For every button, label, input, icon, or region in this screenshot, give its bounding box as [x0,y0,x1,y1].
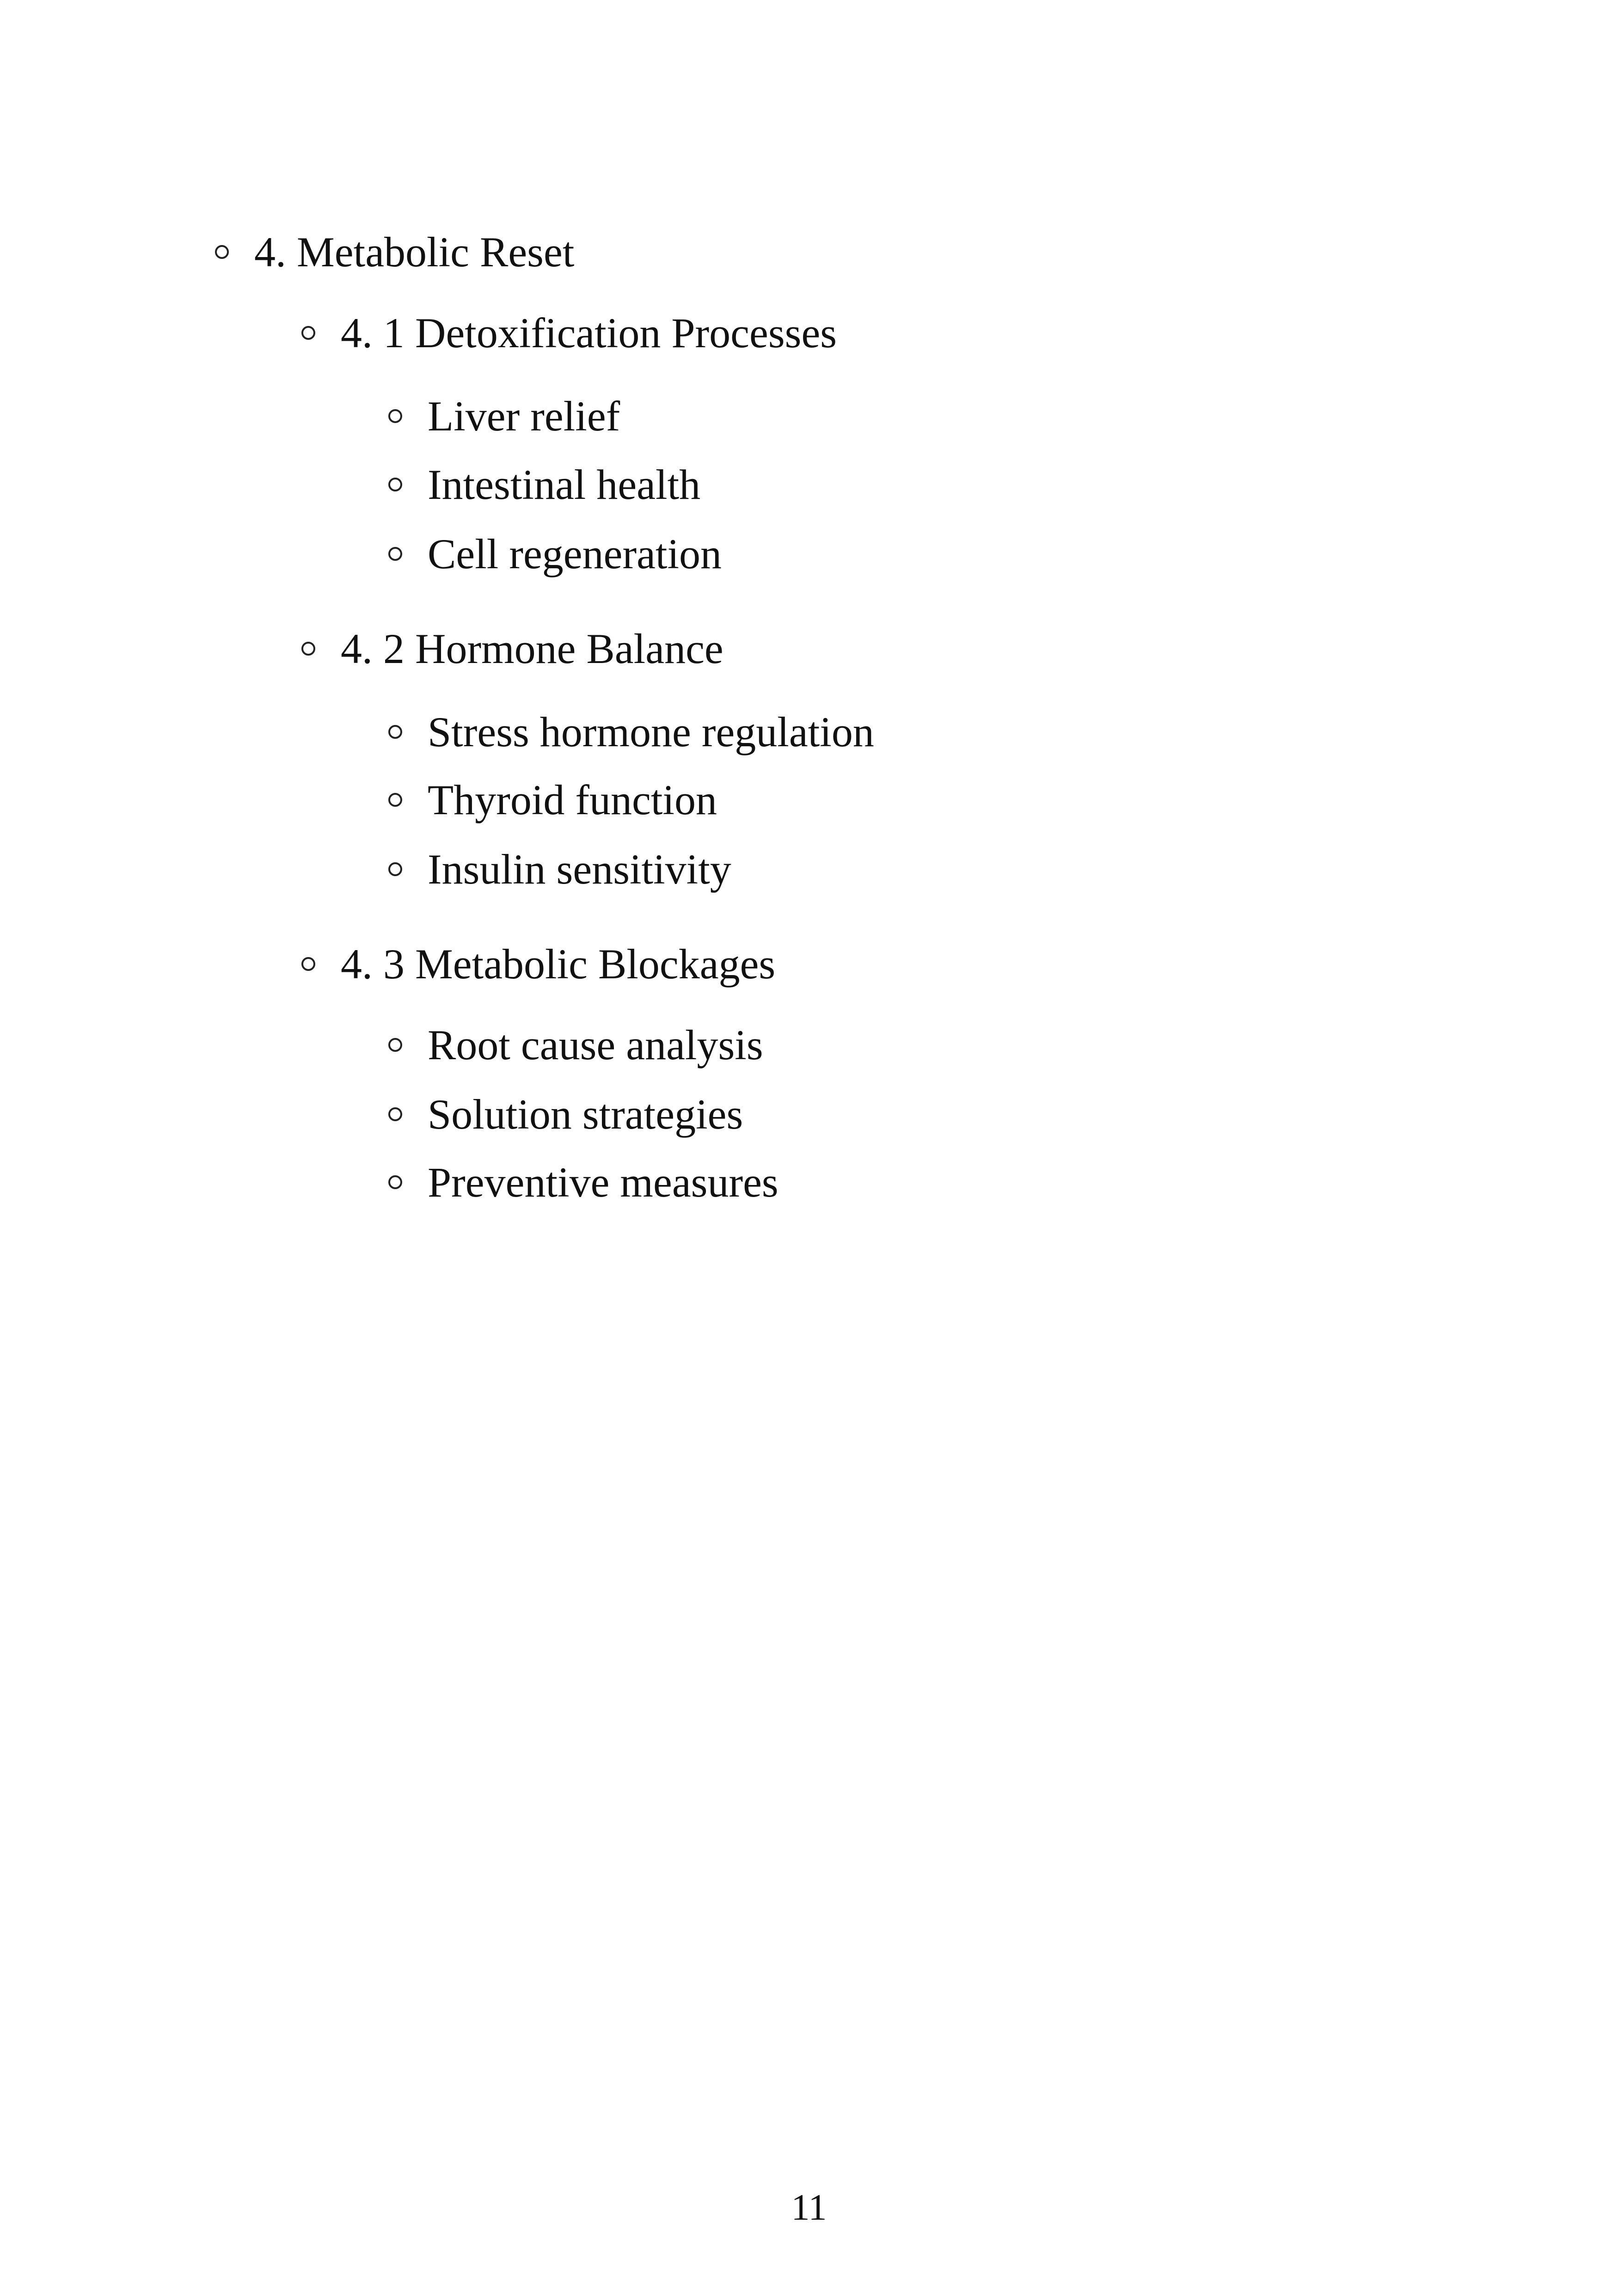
outline-item-subsection [301,303,837,363]
hollow-circle-bullet-icon [388,409,402,423]
section-title: 4. Metabolic Reset [254,228,575,276]
outline-item-point [388,839,731,899]
outline-item-subsection [301,619,723,679]
point-text: Root cause analysis [428,1021,763,1068]
hollow-circle-bullet-icon [301,642,315,656]
hollow-circle-bullet-icon [388,793,402,807]
subsection-title: 4. 1 Detoxification Processes [341,309,837,356]
outline-item-point [388,524,722,584]
hollow-circle-bullet-icon [388,1038,402,1052]
hollow-circle-bullet-icon [388,725,402,739]
outline-item-subsection [301,934,775,994]
point-text: Thyroid function [428,776,717,823]
subsection-title: 4. 2 Hormone Balance [341,625,723,672]
outline-item-point [388,454,700,515]
page-number: 11 [791,2187,827,2228]
hollow-circle-bullet-icon [388,547,402,561]
point-text: Intestinal health [428,461,701,508]
subsection-title: 4. 3 Metabolic Blockages [341,940,776,988]
hollow-circle-bullet-icon [388,1175,402,1189]
point-text: Stress hormone regulation [428,708,874,755]
point-text: Preventive measures [428,1159,778,1206]
hollow-circle-bullet-icon [301,326,315,340]
outline-item-point [388,1152,778,1212]
hollow-circle-bullet-icon [388,1107,402,1121]
hollow-circle-bullet-icon [215,245,229,259]
hollow-circle-bullet-icon [301,957,315,971]
outline-item-point [388,1015,763,1075]
outline-item-point [388,702,874,762]
hollow-circle-bullet-icon [388,478,402,491]
outline-item-point [388,770,717,830]
point-text: Solution strategies [428,1091,743,1138]
outline-item-section [215,222,574,282]
point-text: Cell regeneration [428,530,722,577]
outline-item-point [388,1084,743,1144]
outline-item-point [388,386,620,446]
hollow-circle-bullet-icon [388,862,402,876]
point-text: Liver relief [428,393,620,440]
point-text: Insulin sensitivity [428,846,731,893]
